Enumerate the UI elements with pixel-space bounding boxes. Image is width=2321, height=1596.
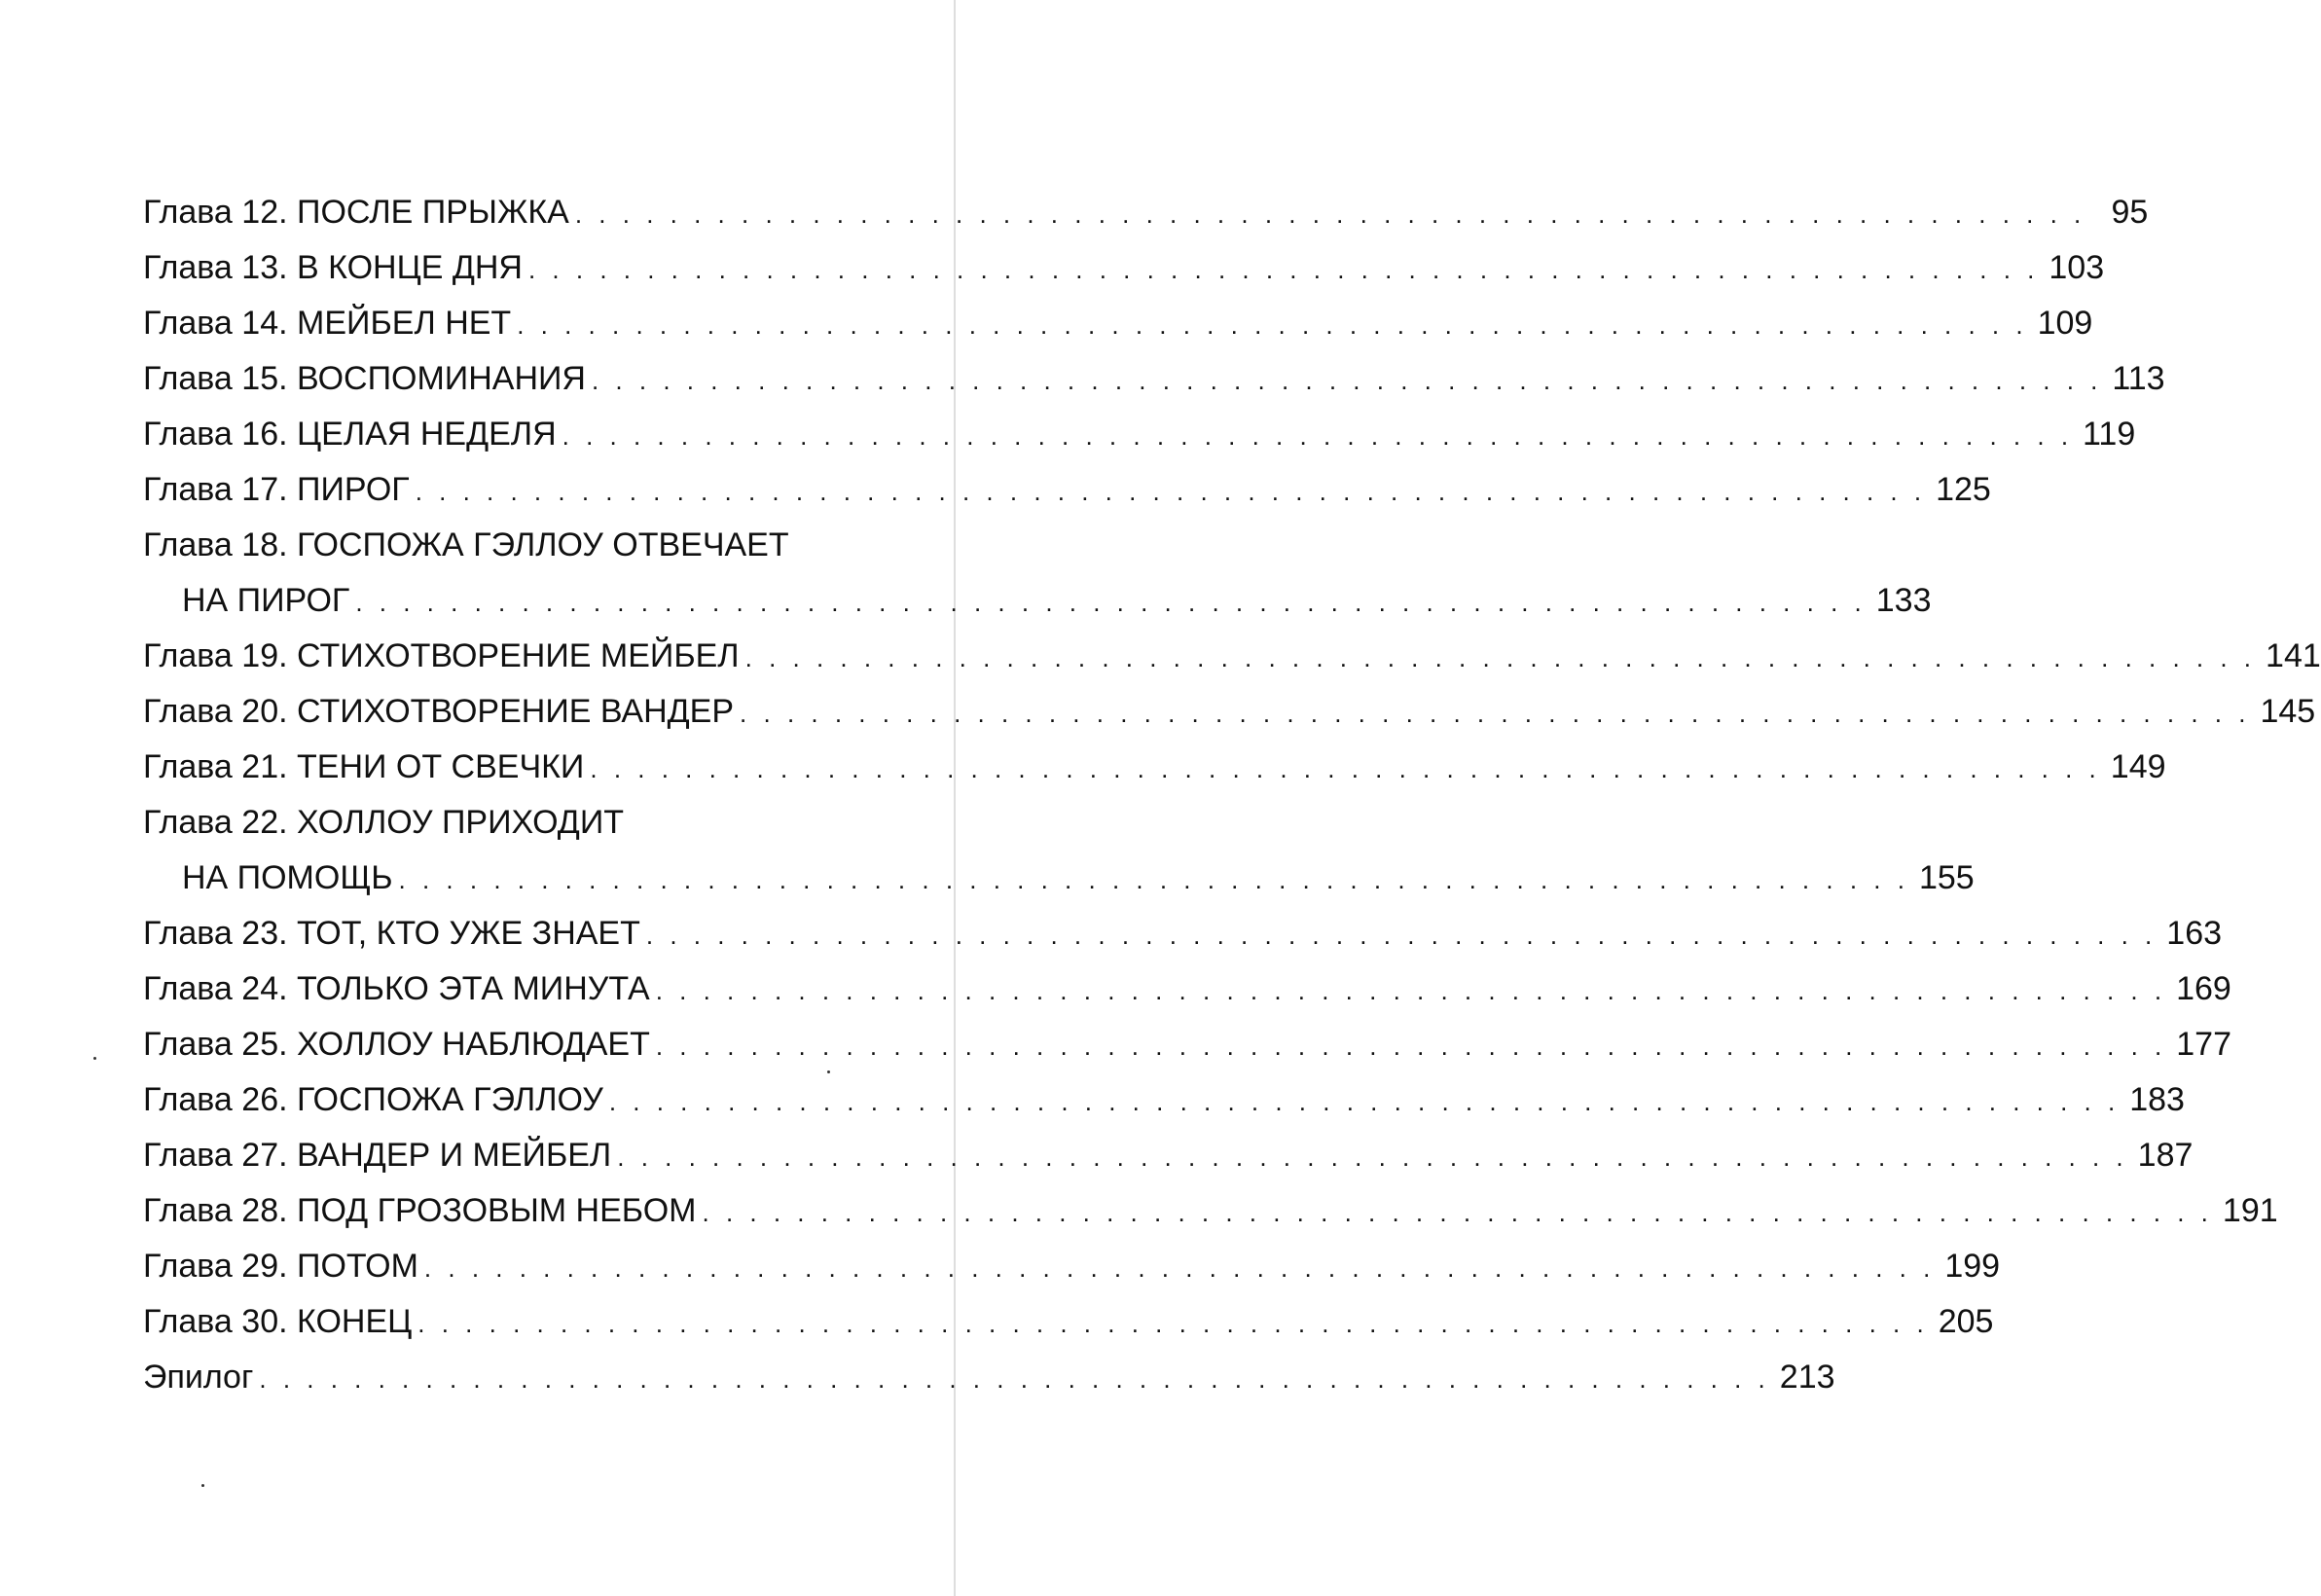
toc-line bbox=[143, 795, 858, 851]
chapter-number: Глава 14. bbox=[143, 305, 288, 342]
toc-line bbox=[143, 629, 2321, 684]
chapter-title: ХОЛЛОУ НАБЛЮДАЕТ bbox=[297, 1026, 650, 1063]
dot-leader: . . . . . . . . . . . . . . . . . . . . . . . . . . . . . . . . . . . . . . . . . . . . . . . . . . . . . . . . . . . . . . . . bbox=[655, 1032, 2167, 1061]
toc-entry bbox=[143, 1072, 2185, 1128]
toc-line bbox=[143, 1239, 2001, 1294]
toc-label bbox=[143, 518, 795, 573]
toc-label bbox=[143, 1294, 417, 1350]
dot-leader: . . . . . . . . . . . . . . . . . . . . . . . . . . . . . . . . . . . . . . . . . . . . . . . . . . . . . . . . . . . . . . . . bbox=[355, 588, 1867, 617]
toc-line bbox=[143, 407, 2136, 462]
toc-label bbox=[143, 1072, 609, 1128]
chapter-title: ГОСПОЖА ГЭЛЛОУ ОТВЕЧАЕТ bbox=[297, 526, 789, 563]
toc-line bbox=[143, 518, 858, 573]
chapter-number: Глава 13. bbox=[143, 249, 288, 286]
dot-leader: . . . . . . . . . . . . . . . . . . . . . . . . . . . . . . . . . . . . . . . . . . . . . . . . . . . . . . . . . . . . . . . . bbox=[415, 477, 1927, 506]
chapter-number: Глава 17. bbox=[143, 471, 288, 508]
toc-label bbox=[143, 684, 740, 740]
page-number: 187 bbox=[2137, 1137, 2194, 1174]
toc-line bbox=[143, 185, 2149, 240]
toc-entry bbox=[143, 629, 2321, 684]
page-number: 119 bbox=[2083, 416, 2136, 453]
page-number: 191 bbox=[2222, 1192, 2278, 1229]
dot-leader: . . . . . . . . . . . . . . . . . . . . . . . . . . . . . . . . . . . . . . . . . . . . . . . . . . . . . . . . . . . . . . . . bbox=[517, 310, 2028, 340]
toc-label bbox=[143, 906, 646, 961]
dot-leader: . . . . . . . . . . . . . . . . . . . . . . . . . . . . . . . . . . . . . . . . . . . . . . . . . . . . . . . . . . . . . . . . bbox=[423, 1253, 1936, 1283]
dot-leader: . . . . . . . . . . . . . . . . . . . . . . . . . . . . . . . . . . . . . . . . . . . . . . . . . . . . . . . . . . . . . . . . bbox=[655, 976, 2167, 1005]
toc-label bbox=[143, 740, 590, 795]
toc-line bbox=[143, 1128, 2194, 1183]
dot-leader: . . . . . . . . . . . . . . . . . . . . . . . . . . . . . . . . . . . . . . . . . . . . . . . . . . . . . . . . . . . . . . . . bbox=[744, 643, 2257, 672]
chapter-title: ТЕНИ ОТ СВЕЧКИ bbox=[297, 748, 585, 785]
chapter-number: Глава 25. bbox=[143, 1026, 288, 1063]
dot-leader: . . . . . . . . . . . . . . . . . . . . . . . . . . . . . . . . . . . . . . . . . . . . . . . . . . . . . . . . . . . . . . . . bbox=[702, 1198, 2213, 1227]
page-number: 177 bbox=[2176, 1026, 2231, 1063]
page-number: 199 bbox=[1944, 1248, 2001, 1285]
toc-entry bbox=[143, 1294, 1994, 1350]
chapter-number: Глава 21. bbox=[143, 748, 288, 785]
dot-leader: . . . . . . . . . . . . . . . . . . . . . . . . . . . . . . . . . . . . . . . . . . . . . . . . . . . . . . . . . . . . . . . . bbox=[740, 699, 2251, 728]
print-speck bbox=[93, 1057, 96, 1060]
chapter-number: Глава 22. bbox=[143, 804, 288, 841]
toc-entry bbox=[143, 1017, 2231, 1072]
toc-line bbox=[143, 961, 2231, 1017]
chapter-title: ТОТ, КТО УЖЕ ЗНАЕТ bbox=[297, 915, 640, 952]
chapter-title: ПИРОГ bbox=[297, 471, 410, 508]
toc-label bbox=[143, 1239, 424, 1294]
chapter-title: В КОНЦЕ ДНЯ bbox=[297, 249, 523, 286]
chapter-title-continuation: НА ПОМОЩЬ bbox=[182, 859, 393, 896]
chapter-title: ВАНДЕР И МЕЙБЕЛ bbox=[297, 1137, 612, 1174]
toc-label bbox=[143, 351, 592, 407]
chapter-number: Глава 15. bbox=[143, 360, 288, 397]
chapter-title: ВОСПОМИНАНИЯ bbox=[297, 360, 586, 397]
toc-line bbox=[143, 462, 1991, 518]
toc-entry bbox=[143, 740, 2166, 795]
toc-label bbox=[143, 462, 416, 518]
chapter-number: Глава 16. bbox=[143, 416, 288, 453]
toc-line bbox=[143, 740, 2166, 795]
chapter-number: Глава 18. bbox=[143, 526, 288, 563]
toc-entry bbox=[143, 185, 2149, 240]
chapter-title: СТИХОТВОРЕНИЕ МЕЙБЕЛ bbox=[297, 637, 740, 674]
page-number: 133 bbox=[1875, 582, 1932, 619]
chapter-number: Глава 19. bbox=[143, 637, 288, 674]
chapter-number: Глава 12. bbox=[143, 194, 288, 231]
toc-line bbox=[143, 296, 2093, 351]
toc-line-continuation bbox=[143, 851, 1975, 906]
chapter-number: Глава 28. bbox=[143, 1192, 288, 1229]
toc-line bbox=[143, 240, 2105, 296]
toc-entry bbox=[143, 296, 2093, 351]
page-number: 163 bbox=[2166, 915, 2223, 952]
toc-entry bbox=[143, 906, 2223, 961]
dot-leader: . . . . . . . . . . . . . . . . . . . . . . . . . . . . . . . . . . . . . . . . . . . . . . . . . . . . . . . . . . . . . . . . bbox=[527, 255, 2040, 284]
chapter-title: ТОЛЬКО ЭТА МИНУТА bbox=[297, 970, 650, 1007]
toc-line bbox=[143, 1183, 2278, 1239]
chapter-number: Глава 20. bbox=[143, 693, 288, 730]
chapter-number: Глава 30. bbox=[143, 1303, 288, 1340]
toc-label bbox=[143, 296, 517, 351]
page-number: 109 bbox=[2037, 305, 2093, 342]
chapter-title: КОНЕЦ bbox=[297, 1303, 413, 1340]
page-number: 183 bbox=[2129, 1081, 2185, 1118]
toc-label bbox=[143, 407, 562, 462]
chapter-title-continuation: НА ПИРОГ bbox=[182, 582, 350, 619]
dot-leader: . . . . . . . . . . . . . . . . . . . . . . . . . . . . . . . . . . . . . . . . . . . . . . . . . . . . . . . . . . . . . . . . bbox=[417, 1309, 1929, 1338]
dot-leader: . . . . . . . . . . . . . . . . . . . . . . . . . . . . . . . . . . . . . . . . . . . . . . . . . . . . . . . . . . . . . . . . bbox=[574, 200, 2086, 229]
chapter-title: ЦЕЛАЯ НЕДЕЛЯ bbox=[297, 416, 557, 453]
page-number: 149 bbox=[2110, 748, 2166, 785]
dot-leader: . . . . . . . . . . . . . . . . . . . . . . . . . . . . . . . . . . . . . . . . . . . . . . . . . . . . . . . . . . . . . . . . bbox=[645, 921, 2158, 950]
toc-line bbox=[143, 1350, 1835, 1405]
chapter-number: Глава 26. bbox=[143, 1081, 288, 1118]
toc-label bbox=[143, 629, 745, 684]
chapter-title: СТИХОТВОРЕНИЕ ВАНДЕР bbox=[297, 693, 735, 730]
toc-label bbox=[143, 240, 528, 296]
dot-leader: . . . . . . . . . . . . . . . . . . . . . . . . . . . . . . . . . . . . . . . . . . . . . . . . . . . . . . . . . . . . . . . . bbox=[259, 1364, 1770, 1394]
toc-entry bbox=[143, 351, 2165, 407]
toc-label bbox=[143, 1017, 656, 1072]
toc-line bbox=[143, 906, 2223, 961]
toc-label bbox=[143, 1183, 703, 1239]
dot-leader: . . . . . . . . . . . . . . . . . . . . . . . . . . . . . . . . . . . . . . . . . . . . . . . . . . . . . . . . . . . . . . . . bbox=[590, 754, 2101, 783]
toc-label bbox=[143, 1350, 259, 1405]
dot-leader: . . . . . . . . . . . . . . . . . . . . . . . . . . . . . . . . . . . . . . . . . . . . . . . . . . . . . . . . . . . . . . . . bbox=[608, 1087, 2121, 1116]
toc-line bbox=[143, 351, 2165, 407]
chapter-number: Глава 29. bbox=[143, 1248, 288, 1285]
toc-entry bbox=[143, 1128, 2194, 1183]
chapter-number: Глава 23. bbox=[143, 915, 288, 952]
chapter-number: Глава 27. bbox=[143, 1137, 288, 1174]
toc-entry bbox=[143, 684, 2316, 740]
table-of-contents bbox=[143, 185, 2321, 1405]
page-number: 155 bbox=[1918, 859, 1975, 896]
toc-line bbox=[143, 1017, 2231, 1072]
dot-leader: . . . . . . . . . . . . . . . . . . . . . . . . . . . . . . . . . . . . . . . . . . . . . . . . . . . . . . . . . . . . . . . . bbox=[398, 865, 1909, 894]
toc-line-continuation bbox=[143, 573, 1932, 629]
toc-line bbox=[143, 1294, 1994, 1350]
dot-leader: . . . . . . . . . . . . . . . . . . . . . . . . . . . . . . . . . . . . . . . . . . . . . . . . . . . . . . . . . . . . . . . . bbox=[617, 1143, 2128, 1172]
dot-leader: . . . . . . . . . . . . . . . . . . . . . . . . . . . . . . . . . . . . . . . . . . . . . . . . . . . . . . . . . . . . . . . . bbox=[591, 366, 2103, 395]
page-number: 113 bbox=[2112, 360, 2165, 397]
page-number: 145 bbox=[2260, 693, 2316, 730]
toc-label bbox=[143, 961, 656, 1017]
toc-line bbox=[143, 684, 2316, 740]
chapter-title: Эпилог bbox=[143, 1359, 254, 1396]
toc-entry bbox=[143, 462, 1991, 518]
page-number: 125 bbox=[1936, 471, 1991, 508]
toc-entry bbox=[143, 407, 2136, 462]
chapter-number: Глава 24. bbox=[143, 970, 288, 1007]
toc-entry bbox=[143, 1350, 1835, 1405]
print-speck bbox=[827, 1070, 830, 1073]
chapter-title: ХОЛЛОУ ПРИХОДИТ bbox=[297, 804, 625, 841]
chapter-title: ПОСЛЕ ПРЫЖКА bbox=[297, 194, 569, 231]
dot-leader: . . . . . . . . . . . . . . . . . . . . . . . . . . . . . . . . . . . . . . . . . . . . . . . . . . . . . . . . . . . . . . . . bbox=[562, 421, 2074, 451]
page-number: 95 bbox=[2111, 194, 2149, 231]
toc-entry bbox=[143, 1183, 2278, 1239]
page-number: 103 bbox=[2049, 249, 2105, 286]
page-number: 169 bbox=[2176, 970, 2231, 1007]
page-number: 205 bbox=[1938, 1303, 1994, 1340]
toc-entry bbox=[143, 240, 2105, 296]
chapter-title: ПОТОМ bbox=[297, 1248, 418, 1285]
toc-label bbox=[143, 1128, 617, 1183]
toc-entry bbox=[143, 795, 1975, 906]
chapter-title: ПОД ГРОЗОВЫМ НЕБОМ bbox=[297, 1192, 697, 1229]
page-number: 213 bbox=[1779, 1359, 1835, 1396]
page-number: 141 bbox=[2266, 637, 2321, 674]
toc-label bbox=[143, 795, 630, 851]
chapter-title: ГОСПОЖА ГЭЛЛОУ bbox=[297, 1081, 603, 1118]
toc-label bbox=[143, 185, 575, 240]
toc-line bbox=[143, 1072, 2185, 1128]
toc-entry bbox=[143, 518, 1932, 629]
toc-entry bbox=[143, 1239, 2001, 1294]
toc-entry bbox=[143, 961, 2231, 1017]
chapter-title: МЕЙБЕЛ НЕТ bbox=[297, 305, 512, 342]
print-speck bbox=[201, 1484, 204, 1487]
